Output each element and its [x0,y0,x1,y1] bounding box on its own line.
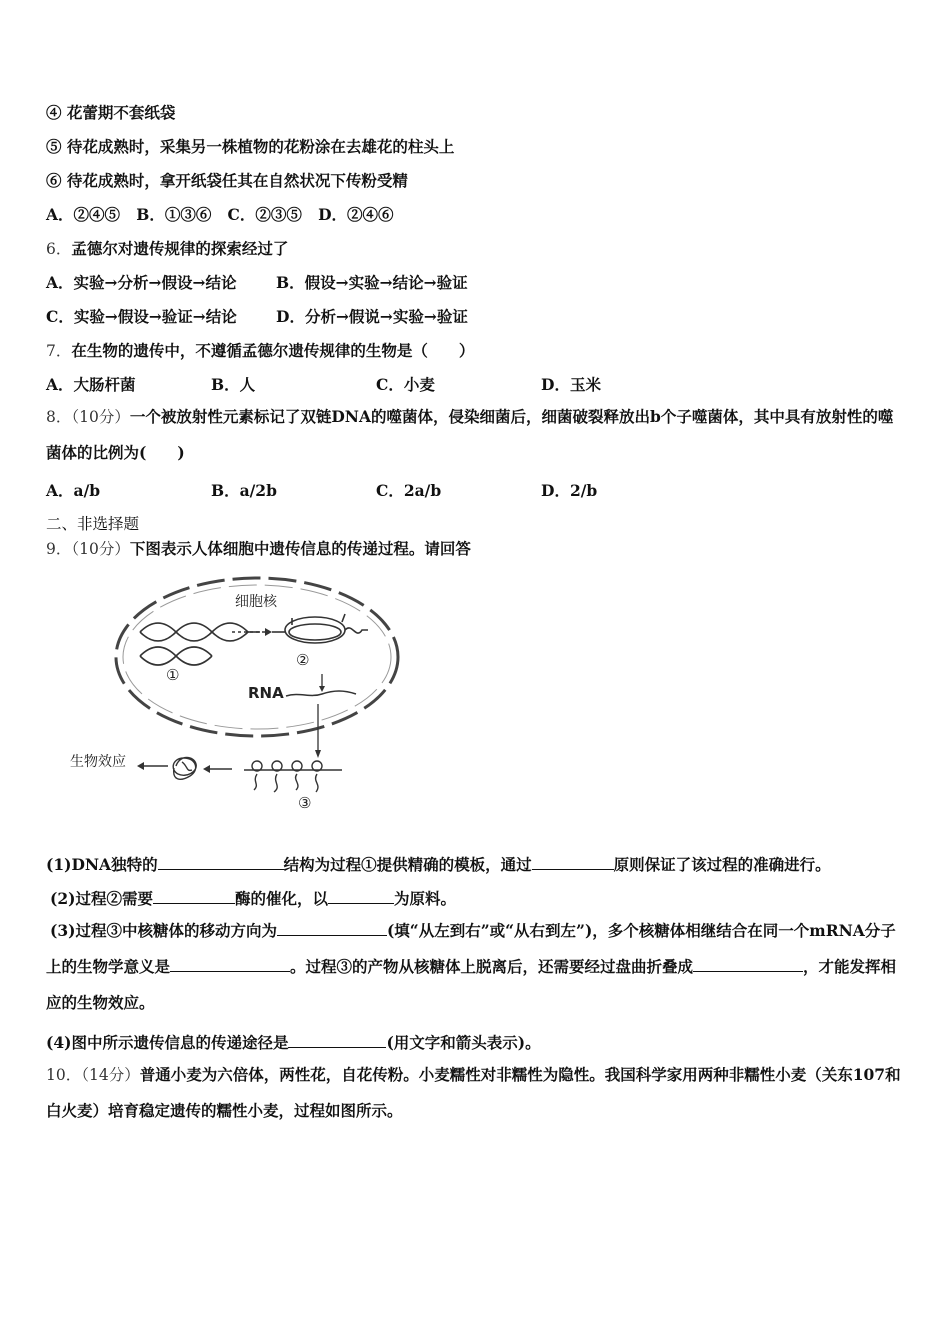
q7-text: 在生物的遗传中，不遵循孟德尔遗传规律的生物是（ ） [71,341,475,360]
q10-text: 普通小麦为六倍体，两性花，自花传粉。小麦糯性对非糯性为隐性。我国科学家用两种非糯性小麦（关东107和白火麦）培育稳定遗传的糯性小麦，过程如图所示。 [46,1065,901,1120]
q6-option-b: B．假设→实验→结论→验证 [276,273,468,292]
effect-label: 生物效应 [70,754,126,770]
q6-options-row1 [46,273,468,293]
q9-p1-c: 原则保证了该过程的准确进行。 [613,855,831,874]
q8-text: 一个被放射性元素标记了双链DNA的噬菌体，侵染细菌后，细菌破裂释放出b个子噬菌体，其中具有放射性的噬菌体的比例为( ) [46,407,894,462]
q10-number: 10． [46,1066,82,1084]
q9-score: （10分） [71,540,130,558]
q5-step-6: ⑥ 待花成熟时，拿开纸袋任其在自然状况下传粉受精 [46,171,408,190]
answer-blank[interactable] [277,921,387,936]
q5-options [46,205,394,225]
answer-blank[interactable] [532,855,614,870]
q5-step-4: ④ 花蕾期不套纸袋 [46,103,176,122]
rna-strand [286,691,356,696]
q9-p1-a: (1)DNA独特的 [46,855,158,874]
q9-text: 下图表示人体细胞中遗传信息的传递过程。请回答 [129,539,471,558]
q8-stem [46,399,908,471]
q6-option-d: D．分析→假说→实验→验证 [276,307,468,326]
q6-number: 6． [46,240,72,258]
process-2-marker: ② [296,651,310,669]
translation-icon [244,761,342,792]
rna-label: RNA [248,684,284,702]
q9-part-4 [46,1033,541,1053]
arrowhead-icon [137,762,144,770]
transcription-icon [272,614,368,643]
q6-text: 孟德尔对遗传规律的探索经过了 [71,239,289,258]
answer-blank[interactable] [153,889,235,904]
q7-number: 7． [46,342,72,360]
q7-options [46,375,601,395]
answer-blank[interactable] [158,855,284,870]
q6-stem [46,239,288,259]
section-heading: 二、非选择题 [46,515,140,533]
q6-options-row2 [46,307,468,327]
answer-blank[interactable] [693,957,803,972]
answer-blank[interactable] [328,889,394,904]
q5-option-a: A．②④⑤ [46,205,121,224]
q8-number: 8． [46,408,72,426]
q9-p3-c: 。过程③的产物从核糖体上脱离后，还需要经过盘曲折叠成 [290,957,694,976]
answer-blank[interactable] [288,1033,386,1048]
process-3-marker: ③ [298,794,312,812]
q5-option-c: C．②③⑤ [227,205,302,224]
nucleus-label: 细胞核 [235,594,277,610]
q9-p2-a: (2)过程②需要 [50,889,153,908]
q7-option-b: B．人 [211,375,256,394]
q9-p3-b: (填“从左到右”或“从右到左”)，多个核糖体相继结合在同一个mRNA分子上的生物学意义是 [46,921,896,976]
q6-option-c: C．实验→假设→验证→结论 [46,307,237,326]
q9-p4-a: (4)图中所示遗传信息的传递途径是 [46,1033,289,1052]
q6-option-a: A．实验→分析→假设→结论 [46,273,237,292]
arrowhead-icon [203,765,210,773]
q9-p2-c: 为原料。 [393,889,456,908]
q5-option-d: D．②④⑥ [318,205,394,224]
protein-icon [173,758,196,780]
q9-number: 9． [46,540,72,558]
q8-option-b: B．a/2b [211,481,277,500]
q9-p2-b: 酶的催化，以 [234,889,328,908]
q9-p3-a: (3)过程③中核糖体的移动方向为 [50,921,277,940]
q9-p4-b: (用文字和箭头表示)。 [386,1033,541,1052]
q8-option-c: C．2a/b [376,481,442,500]
q5-option-b: B．①③⑥ [136,205,212,224]
process-1-marker: ① [166,666,180,684]
arrowhead-icon [319,686,325,692]
q9-part-3 [46,913,908,1021]
q7-option-c: C．小麦 [376,375,435,394]
q9-part-1 [46,855,831,875]
q7-option-a: A．大肠杆菌 [46,375,136,394]
dna-replication-icon [140,623,260,665]
arrowhead-icon [315,750,321,758]
q7-stem [46,341,474,361]
q9-figure [60,570,420,820]
q5-step-5: ⑤ 待花成熟时，采集另一株植物的花粉涂在去雄花的柱头上 [46,137,455,156]
q9-p1-b: 结构为过程①提供精确的模板，通过 [283,855,532,874]
arrowhead-icon [265,628,272,636]
q8-option-d: D．2/b [541,481,598,500]
q7-option-d: D．玉米 [541,375,601,394]
q10-stem [46,1057,908,1129]
q8-score: （10分） [71,408,130,426]
q9-p3-d: ，才能发挥相应的生物效应。 [46,957,897,1012]
q8-options [46,481,597,501]
q9-part-2 [50,889,456,909]
answer-blank[interactable] [170,957,290,972]
q9-stem [46,539,471,559]
q8-option-a: A．a/b [46,481,101,500]
q10-score: （14分） [81,1066,140,1084]
